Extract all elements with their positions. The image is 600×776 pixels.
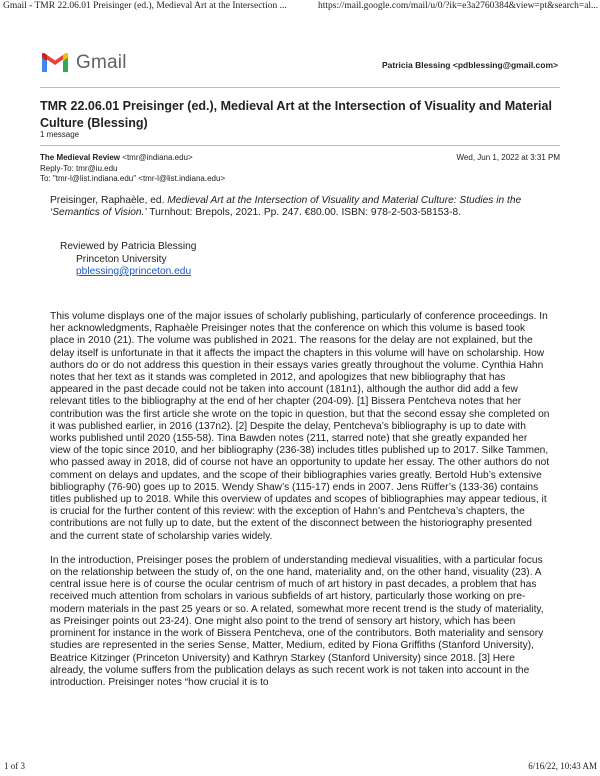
print-footer (0, 761, 600, 775)
print-page-url: https://mail.google.com/mail/u/0/?ik=e3a2760384&view=pt&search=al... (318, 1, 598, 11)
message-body (50, 195, 550, 701)
review-paragraph-1: This volume displays one of the major issues of scholarly publishing, particularly of conference proceedings. In her acknowledgments, Raphaèle Preisinger notes that the conference on which this volume is based took place in 2010 (21). The volume was published in 2021. The reasons for the delay are not explained, but the delay itself is unfortunate in that it affects the impact the chapters in this volume will have on scholarship. How authors do or do not address this question in their essays varies greatly throughout the volume. Cynthia Hahn notes that her text as it stands was completed in 2012, and apologizes that new bibliography that has appeared in the past decade could not be taken into account (181n1), although the author did add a few relevant titles to the bibliography at the end of her chapter (204-09). [1] Bissera Pentcheva notes that her contribution was the first article she wrote on the topic in question, but that the second essay she completed on it was published earlier, in 2016 (137n2). [2] Despite the delay, Pentcheva’s bibliography is up to date with works published until 2020 (155-58). Tina Bawden notes (211, starred note) that she greatly expanded her view of the topic since 2010, and her bibliography (236-38) includes titles published up to 2017. Silke Tammen, who passed away in 2018, did of course not have an opportunity to update her essay. The other authors do not comment on delays and updates, and the scope of their bibliographies varies greatly. Bertold Hub’s extensive bibliography (76-90) goes up to 2015. Wendy Shaw’s (115-17) ends in 2007. Jens Rüffer’s (133-36) contains titles published up to 2018. While this overview of updates and scopes of bibliographies may appear tedious, it is crucial for the further content of this review: with the exception of Hahn’s and Pentcheva’s chapters, the contributions are not fully up to date, but the extent of the disconnect between the historiography presented and the current state of scholarship varies widely. (50, 311, 550, 542)
gmail-logo[interactable] (40, 50, 127, 76)
message-header (40, 153, 560, 185)
message-date: Wed, Jun 1, 2022 at 3:31 PM (456, 153, 560, 162)
reviewer-affiliation: Princeton University (76, 253, 167, 265)
message-count: 1 message (40, 130, 80, 139)
sender-name: The Medieval Review (40, 153, 121, 162)
reviewer-email-link[interactable]: pblessing@princeton.edu (76, 265, 192, 277)
reply-to: Reply-To: tmr@iu.edu (40, 163, 118, 173)
reviewer-block (50, 241, 550, 278)
print-page-title: Gmail - TMR 22.06.01 Preisinger (ed.), Medieval Art at the Intersection ... (3, 1, 287, 11)
citation-editor: Preisinger, Raphaèle, ed. (50, 195, 168, 206)
email-subject: TMR 22.06.01 Preisinger (ed.), Medieval Art at the Intersection of Visuality and Material Culture (Blessing) (40, 99, 552, 130)
print-date: 6/16/22, 10:43 AM (528, 761, 597, 771)
citation-title: Medieval Art at the Intersection of Visuality and Material Culture: Studies in the ‘Semantics of Vision.’ (50, 195, 522, 219)
citation-publication: Turnhout: Brepols, 2021. Pp. 247. €80.00. ISBN: 978-2-503-58153-8. (146, 207, 461, 219)
print-page-number: 1 of 3 (4, 761, 25, 771)
account-identity: Patricia Blessing <pdblessing@gmail.com> (382, 60, 558, 70)
recipients: To: "tmr-l@list.indiana.edu" <tmr-l@list.indiana.edu> (40, 174, 226, 183)
subject-divider (40, 145, 560, 146)
gmail-envelope-icon (40, 52, 70, 74)
review-paragraph-2: In the introduction, Preisinger poses the problem of understanding medieval visualities, with a particular focus on the relationship between the study of, on the one hand, materiality and, on the other hand, visuality (23). A central issue here is of course the ocular centrism of much of art history in past decades, a problem that has received much attention from scholars in various subfields of art history, particularly those working on pre-modern materials in the past 25 years or so. A related, somewhat more recent trend is the study of materiality, as Preisinger points out 23-24). One might also point to the trend of sensory art history, which has been prominent for instance in the work of Bissera Pentcheva, one of the contributors. Both materiality and sensory studies are represented in the series Sense, Matter, Medium, edited by Fiona Griffiths (Stanford University), Beatrice Kitzinger (Princeton University) and Kathryn Starkey (Stanford University) since 2018. [3] Here already, the volume suffers from the publication delays as such recent work is not taken into account in the introduction. Preisinger notes “how crucial it is to (50, 554, 544, 688)
reviewed-by: Reviewed by Patricia Blessing (60, 241, 197, 253)
book-citation (50, 195, 550, 219)
print-header (0, 0, 600, 14)
gmail-logo-text: Gmail (76, 52, 127, 73)
header-divider (40, 87, 560, 88)
sender-email: <tmr@indiana.edu> (122, 153, 193, 162)
